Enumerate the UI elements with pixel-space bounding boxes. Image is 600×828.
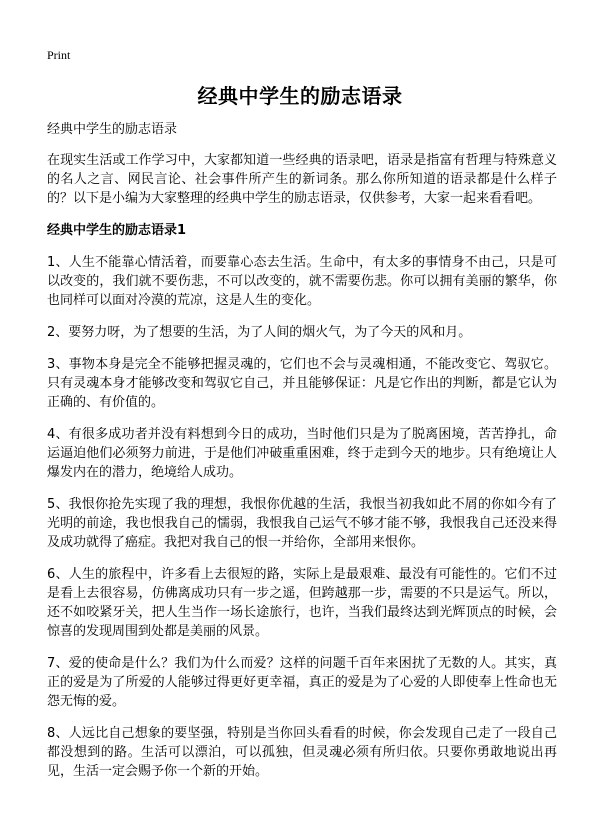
- article-subtitle: 经典中学生的励志语录: [47, 122, 178, 137]
- quote-item-5: 5、我恨你抢先实现了我的理想，我恨你优越的生活，我恨当初我如此不屑的你如今有了光明的前途，我也恨我自己的懦弱，我恨我自己运气不够才能不够，我恨我自己还没来得及成功就得了癌症。我把对我自己的恨一并给你，全部用来恨你。: [47, 497, 557, 550]
- page-title: 经典中学生的励志语录: [197, 84, 403, 108]
- quote-item-4: 4、有很多成功者并没有料想到今日的成功，当时他们只是为了脱离困境，苦苦挣扎，命运逼迫他们必须努力前进，于是他们冲破重重困难，终于走到今天的地步。只有绝境让人爆发内在的潜力，绝境给人成功。: [47, 427, 557, 480]
- quote-item-3: 3、事物本身是完全不能够把握灵魂的，它们也不会与灵魂相通，不能改变它、驾驭它。只有灵魂本身才能够改变和驾驭它自己，并且能够保证：凡是它作出的判断，都是它认为正确的、有价值的。: [47, 357, 557, 410]
- article-body: [47, 120, 557, 794]
- print-link[interactable]: Print: [47, 48, 71, 62]
- section-heading: 经典中学生的励志语录1: [47, 223, 187, 238]
- quote-item-7: 7、爱的使命是什么？我们为什么而爱？这样的问题千百年来困扰了无数的人。其实，真正的爱是为了所爱的人能够过得更好更幸福，真正的爱是为了心爱的人即使奉上性命也无怨无悔的爱。: [47, 656, 557, 709]
- article-intro: 在现实生活或工作学习中，大家都知道一些经典的语录吧，语录是指富有哲理与特殊意义的名人之言、网民言论、社会事件所产生的新词条。那么你所知道的语录都是什么样子的？以下是小编为大家整理的经典中学生的励志语录，仅供参考，大家一起来看看吧。: [47, 153, 557, 206]
- quote-item-6: 6、人生的旅程中，许多看上去很短的路，实际上是最艰难、最没有可能性的。它们不过是看上去很容易，仿佛离成功只有一步之遥，但跨越那一步，需要的不只是运气。所以，还不如咬紧牙关，把人生当作一场长途旅行，也许，当我们最终达到光辉顶点的时候，会惊喜的发现周围到处都是美丽的风景。: [47, 567, 557, 639]
- quote-item-2: 2、要努力呀，为了想要的生活，为了人间的烟火气，为了今天的风和月。: [47, 325, 472, 340]
- quote-item-8: 8、人远比自己想象的要坚强，特别是当你回头看看的时候，你会发现自己走了一段自己都没想到的路。生活可以漂泊，可以孤独，但灵魂必须有所归依。只要你勇敢地说出再见，生活一定会赐予你一个新的开始。: [47, 726, 557, 779]
- quote-item-1: 1、人生不能靠心情活着，而要靠心态去生活。生命中，有太多的事情身不由己，只是可以改变的，我们就不要伤悲，不可以改变的，就不需要伤悲。你可以拥有美丽的繁华，你也同样可以面对冷漠的荒凉，这是人生的变化。: [47, 255, 557, 308]
